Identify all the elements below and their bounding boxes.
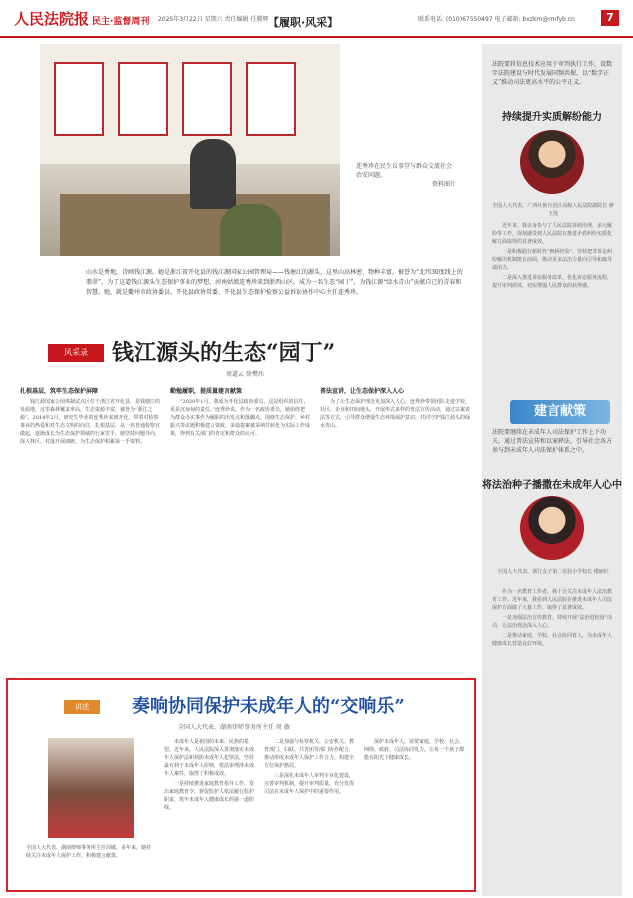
masthead-subtitle: 民主·监督周刊	[92, 17, 150, 27]
section-text: 钱江源国家公园体制试点区位于浙江省开化县，是钱塘江的发源地，这里森林覆盖率高，生态资源丰富，被誉为“浙江之源”。2014年2月，研究生毕业的连秀珍来到开化，带着对检察事业的热爱和对生态文明的向往，扎根基层，从一名普通检察官做起，逐渐成长为生态保护领域的行家里手。她坚持问题导向，深入林区、村落开展调研，为生态保护积累第一手资料。	[20, 399, 160, 445]
sidebar	[482, 44, 622, 896]
section-heading: 勤勉履职，提质量建言献策	[170, 388, 243, 395]
sidebar-byline-1: 全国人大代表、广西壮族自治区高级人民法院副院长 廖玉莲	[492, 203, 614, 217]
sidebar-title-1: 持续提升实质解纷能力	[502, 112, 602, 123]
section-text: “2020年1月，我成为开化县政协委员，这是组织的信任，更是沉甸甸的责任。”连秀珍说。作为一名政协委员，她始终把为群众办实事作为履职的出发点和落脚点，围绕生态保护、乡村振兴等议题积极建言资政，多篇提案被采纳并转化为实际工作成果，得到有关部门的肯定和群众的认可。	[170, 399, 310, 437]
sidebar-title-2: 将法治种子播撒在未成年人心中	[482, 480, 622, 491]
photo-caption: 连秀珍在民生议事堂与群众交流社会治安问题。 资料图片	[356, 163, 456, 188]
feature-column-3	[320, 386, 470, 671]
commentary-tag: 讲述	[64, 700, 100, 714]
masthead	[14, 8, 149, 29]
feature-column-2	[170, 386, 310, 671]
delegate-portrait-2	[520, 496, 584, 560]
portrait-caption: 全国人大代表、湖南律师事务所主任周敏。多年来，她持续关注未成年人保护工作，积极建言献策。	[26, 845, 152, 859]
newspaper-header	[0, 0, 633, 38]
feature-photo	[40, 44, 340, 256]
commentary-column-2: 二是加强与检察机关、公安机关、教育部门、妇联、共青团等部门协作配合，推动形成未成年人保护工作合力，构建全方位保护格局。 三是深化未成年人审判专业化建设，完善审判机制，提升审判质量，充分发挥司法在未成年人保护中的重要作用。	[264, 739, 355, 795]
section-text: 为了让生态保护理念更加深入人心，连秀珍带领团队走进学校、社区、企业和田间地头，开展形式多样的普法宣传活动，通过以案说法等方式，引导群众增强生态环境保护意识，共同守护钱江源头的绿水青山。	[320, 399, 470, 429]
sidebar-text-2: 作为一名教育工作者，我十分关注未成年人法治教育工作。近年来，我看到人民法院在推进未成年人司法保护方面做了大量工作，取得了显著成效。 一是加强法治宣传教育，持续开展“法治进校园”活动，让法治观念深入人心。 二是推动家庭、学校、社会协同育人，为未成年人健康成长营造良好环境。	[492, 589, 613, 647]
section-banner: 建言献策	[510, 400, 610, 424]
commentary-author: 全国人大代表、湖南律师事务所主任 周 敏	[178, 724, 290, 731]
commentary-column-1: 未成年人是祖国的未来、民族的希望。近年来，人民法院深入贯彻落实未成年人保护法和预防未成年人犯罪法，坚持最有利于未成年人原则，依法审理涉未成年人案件，取得了积极成效。 一是持续推进家庭教育指导工作，发出家庭教育令，督促监护人依法履行监护职责，筑牢未成年人健康成长的第一道防线。	[164, 739, 255, 811]
feature-badge: 风采录	[48, 344, 104, 362]
masthead-title: 人民法院报	[14, 10, 90, 28]
commentary-column-3: 保护未成年人，需要家庭、学校、社会、网络、政府、司法协同发力，让每一个孩子都能在阳光下健康成长。	[364, 739, 464, 761]
sidebar-byline-2: 全国人大代表、浙江女子第二实验小学校长 楼丽红	[497, 569, 609, 575]
feature-intro: 山水是秀地，诗画钱江源。她是浙江省开化县的钱江源国家公园管理局——钱塘江的源头，这里山高林密、物种丰富，被誉为“北纬30度线上的翡翠”。为了这道钱江源头生态保护事业的梦想，河南姑娘连秀珍来到浙西山区，成为一名生态“园丁”，为钱江源“绿水青山”贡献自己的青春和智慧。她，就是衢州市政协委员、开化县政协常委、开化县生态保护检察公益诉讼协作中心主任连秀珍。	[86, 269, 463, 296]
feature-column-1	[20, 386, 160, 671]
feature-headline: 钱江源头的生态“园丁”	[112, 340, 336, 366]
contact-info: 联系电话: (010)67550497 电子邮箱: bxzkm@rmfyb.cn	[418, 16, 575, 23]
commentary-title: 奏响协同保护未成年人的“交响乐”	[132, 696, 405, 717]
section-title: 【履职·风采】	[268, 16, 339, 29]
section-heading: 普法宣讲，让生态保护深入人心	[320, 388, 405, 395]
section-heading: 扎根基层，筑牢生态保护屏障	[20, 388, 99, 395]
issue-info: 2025年3月22日 星期六 责任编辑 任腾辉	[158, 16, 269, 23]
commentary-box	[6, 678, 476, 892]
photo-credit: 资料图片	[431, 181, 456, 188]
delegate-portrait-1	[520, 130, 584, 194]
sidebar-intro-1: 法院要将信息技术应用于审判执行工作，设数字法院建设与时代发展同频共振，以“数字正义”推动司法更高水平的公平正义。	[492, 61, 613, 86]
sidebar-text-1: 近年来，我亲身参与了人民法院诉源治理、多元解纷等工作，深刻感受到人民法院在推进矛盾纠纷实质化解方面取得的显著成效。 一是积极践行新时代“枫桥经验”，坚持把非诉讼纠纷解决机制挺在前面，推动更多法治力量向引导和疏导端用力。 二是深入推进诉讼服务改革，优化诉讼服务流程，提升审判质效，切实增强人民群众的获得感。	[492, 223, 613, 289]
page-number: 7	[601, 10, 619, 26]
feature-byline: 周道云 徐樊玮	[226, 371, 264, 378]
sidebar-intro-2: 法院要继续在未成年人司法保护工作上下功夫，通过普法宣传和以案释法，引导社会各方参与到未成年人司法保护体系之中。	[492, 429, 613, 454]
author-portrait	[48, 738, 134, 838]
